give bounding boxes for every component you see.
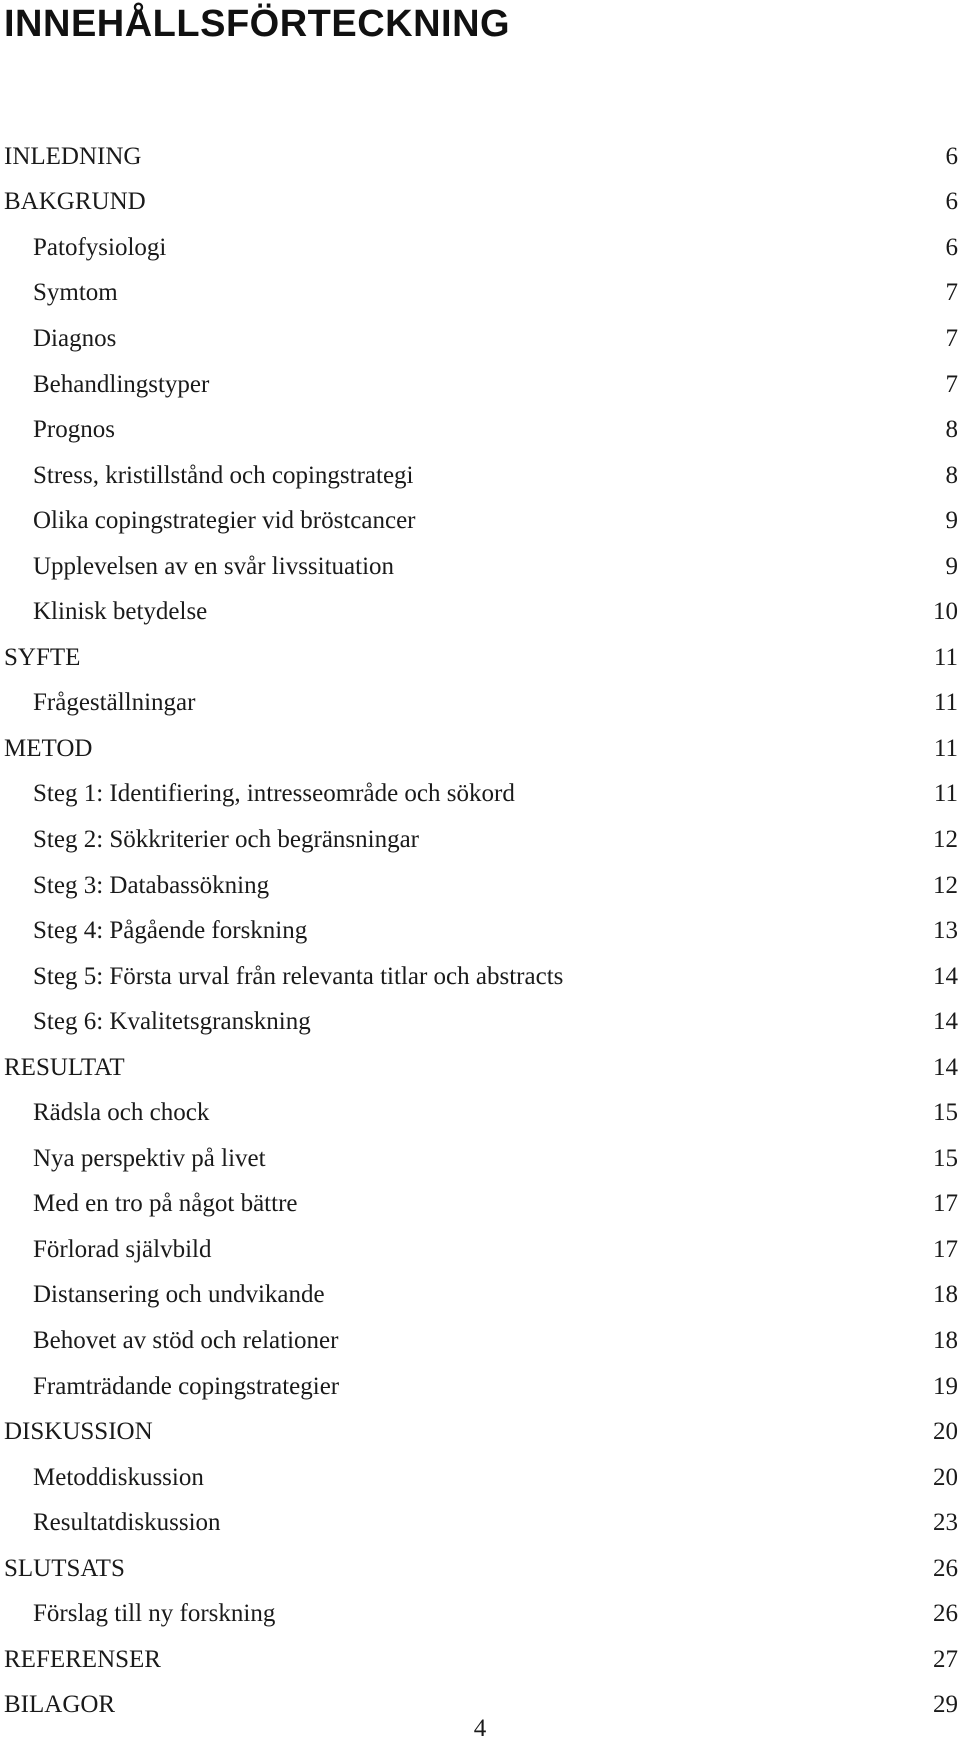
toc-subsection-entry [0,544,960,590]
toc-entry-label: Steg 2: Sökkriterier och begränsningar [33,825,420,853]
table-of-contents [0,134,960,1728]
toc-entry-page-number: 20 [933,1418,958,1446]
toc-entry-label: Steg 6: Kvalitetsgranskning [33,1008,311,1036]
toc-entry-label: Förlorad självbild [33,1235,212,1263]
toc-entry-page-number: 17 [933,1190,958,1218]
toc-entry-label: BILAGOR [4,1691,116,1719]
toc-section-entry [0,726,960,772]
toc-subsection-entry [0,954,960,1000]
toc-entry-label: Nya perspektiv på livet [33,1144,266,1172]
toc-entry-label: Förslag till ny forskning [33,1600,276,1628]
toc-subsection-entry [0,589,960,635]
toc-subsection-entry [0,316,960,362]
toc-subsection-entry [0,1455,960,1501]
toc-entry-page-number: 26 [933,1600,958,1628]
toc-entry-page-number: 12 [933,871,958,899]
toc-entry-page-number: 7 [945,279,958,307]
toc-entry-page-number: 29 [933,1691,958,1719]
toc-entry-page-number: 8 [945,461,958,489]
toc-entry-label: Prognos [33,416,115,444]
toc-entry-label: REFERENSER [4,1645,161,1673]
toc-subsection-entry [0,999,960,1045]
toc-entry-label: INLEDNING [4,142,142,170]
toc-entry-label: Behovet av stöd och relationer [33,1326,339,1354]
toc-section-entry [0,1045,960,1091]
toc-subsection-entry [0,453,960,499]
toc-entry-label: Diagnos [33,324,117,352]
toc-subsection-entry [0,498,960,544]
toc-entry-page-number: 14 [933,1053,958,1081]
toc-entry-page-number: 11 [933,643,958,671]
toc-section-entry [0,134,960,180]
toc-entry-label: Symtom [33,279,118,307]
toc-entry-label: Klinisk betydelse [33,598,208,626]
toc-subsection-entry [0,863,960,909]
toc-entry-page-number: 18 [933,1326,958,1354]
toc-entry-page-number: 12 [933,825,958,853]
toc-entry-page-number: 14 [933,1008,958,1036]
toc-subsection-entry [0,271,960,317]
toc-subsection-entry [0,1318,960,1364]
toc-subsection-entry [0,1592,960,1638]
page-number: 4 [473,1715,487,1742]
toc-entry-label: Olika copingstrategier vid bröstcancer [33,507,416,535]
toc-entry-label: Frågeställningar [33,689,196,717]
toc-entry-label: Framträdande copingstrategier [33,1372,340,1400]
toc-entry-page-number: 17 [933,1235,958,1263]
toc-entry-page-number: 9 [945,552,958,580]
toc-entry-page-number: 6 [945,142,958,170]
toc-subsection-entry [0,681,960,727]
toc-subsection-entry [0,1227,960,1273]
toc-entry-label: METOD [4,734,93,762]
toc-entry-page-number: 27 [933,1645,958,1673]
toc-section-entry [0,180,960,226]
toc-entry-page-number: 7 [945,370,958,398]
toc-section-entry [0,635,960,681]
toc-subsection-entry [0,908,960,954]
toc-entry-label: Steg 5: Första urval från relevanta titlar och abstracts [33,962,564,990]
toc-section-entry [0,1637,960,1683]
toc-entry-page-number: 13 [933,917,958,945]
toc-entry-label: Patofysiologi [33,233,167,261]
toc-subsection-entry [0,1136,960,1182]
toc-subsection-entry [0,362,960,408]
toc-entry-page-number: 11 [933,689,958,717]
toc-entry-page-number: 20 [933,1463,958,1491]
toc-entry-page-number: 7 [945,324,958,352]
toc-subsection-entry [0,772,960,818]
toc-entry-page-number: 15 [933,1099,958,1127]
toc-entry-page-number: 11 [933,780,958,808]
toc-subsection-entry [0,1273,960,1319]
toc-entry-label: Distansering och undvikande [33,1281,325,1309]
toc-section-entry [0,1546,960,1592]
toc-entry-label: Steg 3: Databassökning [33,871,270,899]
toc-entry-label: Stress, kristillstånd och copingstrategi [33,461,414,489]
toc-entry-label: BAKGRUND [4,188,146,216]
toc-entry-page-number: 11 [933,734,958,762]
toc-subsection-entry [0,407,960,453]
page-title: INNEHÅLLSFÖRTECKNING [4,3,511,45]
toc-entry-page-number: 26 [933,1554,958,1582]
toc-entry-page-number: 15 [933,1144,958,1172]
toc-entry-label: DISKUSSION [4,1418,153,1446]
toc-entry-page-number: 6 [945,233,958,261]
toc-entry-label: Steg 1: Identifiering, intresseområde och sökord [33,780,515,808]
toc-subsection-entry [0,1090,960,1136]
toc-entry-page-number: 9 [945,507,958,535]
toc-entry-page-number: 23 [933,1509,958,1537]
toc-subsection-entry [0,225,960,271]
toc-entry-label: SLUTSATS [4,1554,125,1582]
toc-entry-label: Med en tro på något bättre [33,1190,298,1218]
toc-subsection-entry [0,1364,960,1410]
toc-entry-page-number: 19 [933,1372,958,1400]
toc-entry-label: Behandlingstyper [33,370,210,398]
toc-entry-page-number: 8 [945,416,958,444]
toc-subsection-entry [0,1182,960,1228]
toc-subsection-entry [0,817,960,863]
toc-entry-label: Steg 4: Pågående forskning [33,917,308,945]
toc-entry-label: Metoddiskussion [33,1463,204,1491]
toc-entry-page-number: 6 [945,188,958,216]
toc-subsection-entry [0,1500,960,1546]
toc-entry-page-number: 10 [933,598,958,626]
toc-section-entry [0,1409,960,1455]
toc-entry-label: Rädsla och chock [33,1099,210,1127]
toc-entry-page-number: 14 [933,962,958,990]
toc-entry-label: Resultatdiskussion [33,1509,221,1537]
toc-entry-page-number: 18 [933,1281,958,1309]
toc-entry-label: RESULTAT [4,1053,125,1081]
toc-entry-label: SYFTE [4,643,81,671]
toc-entry-label: Upplevelsen av en svår livssituation [33,552,395,580]
